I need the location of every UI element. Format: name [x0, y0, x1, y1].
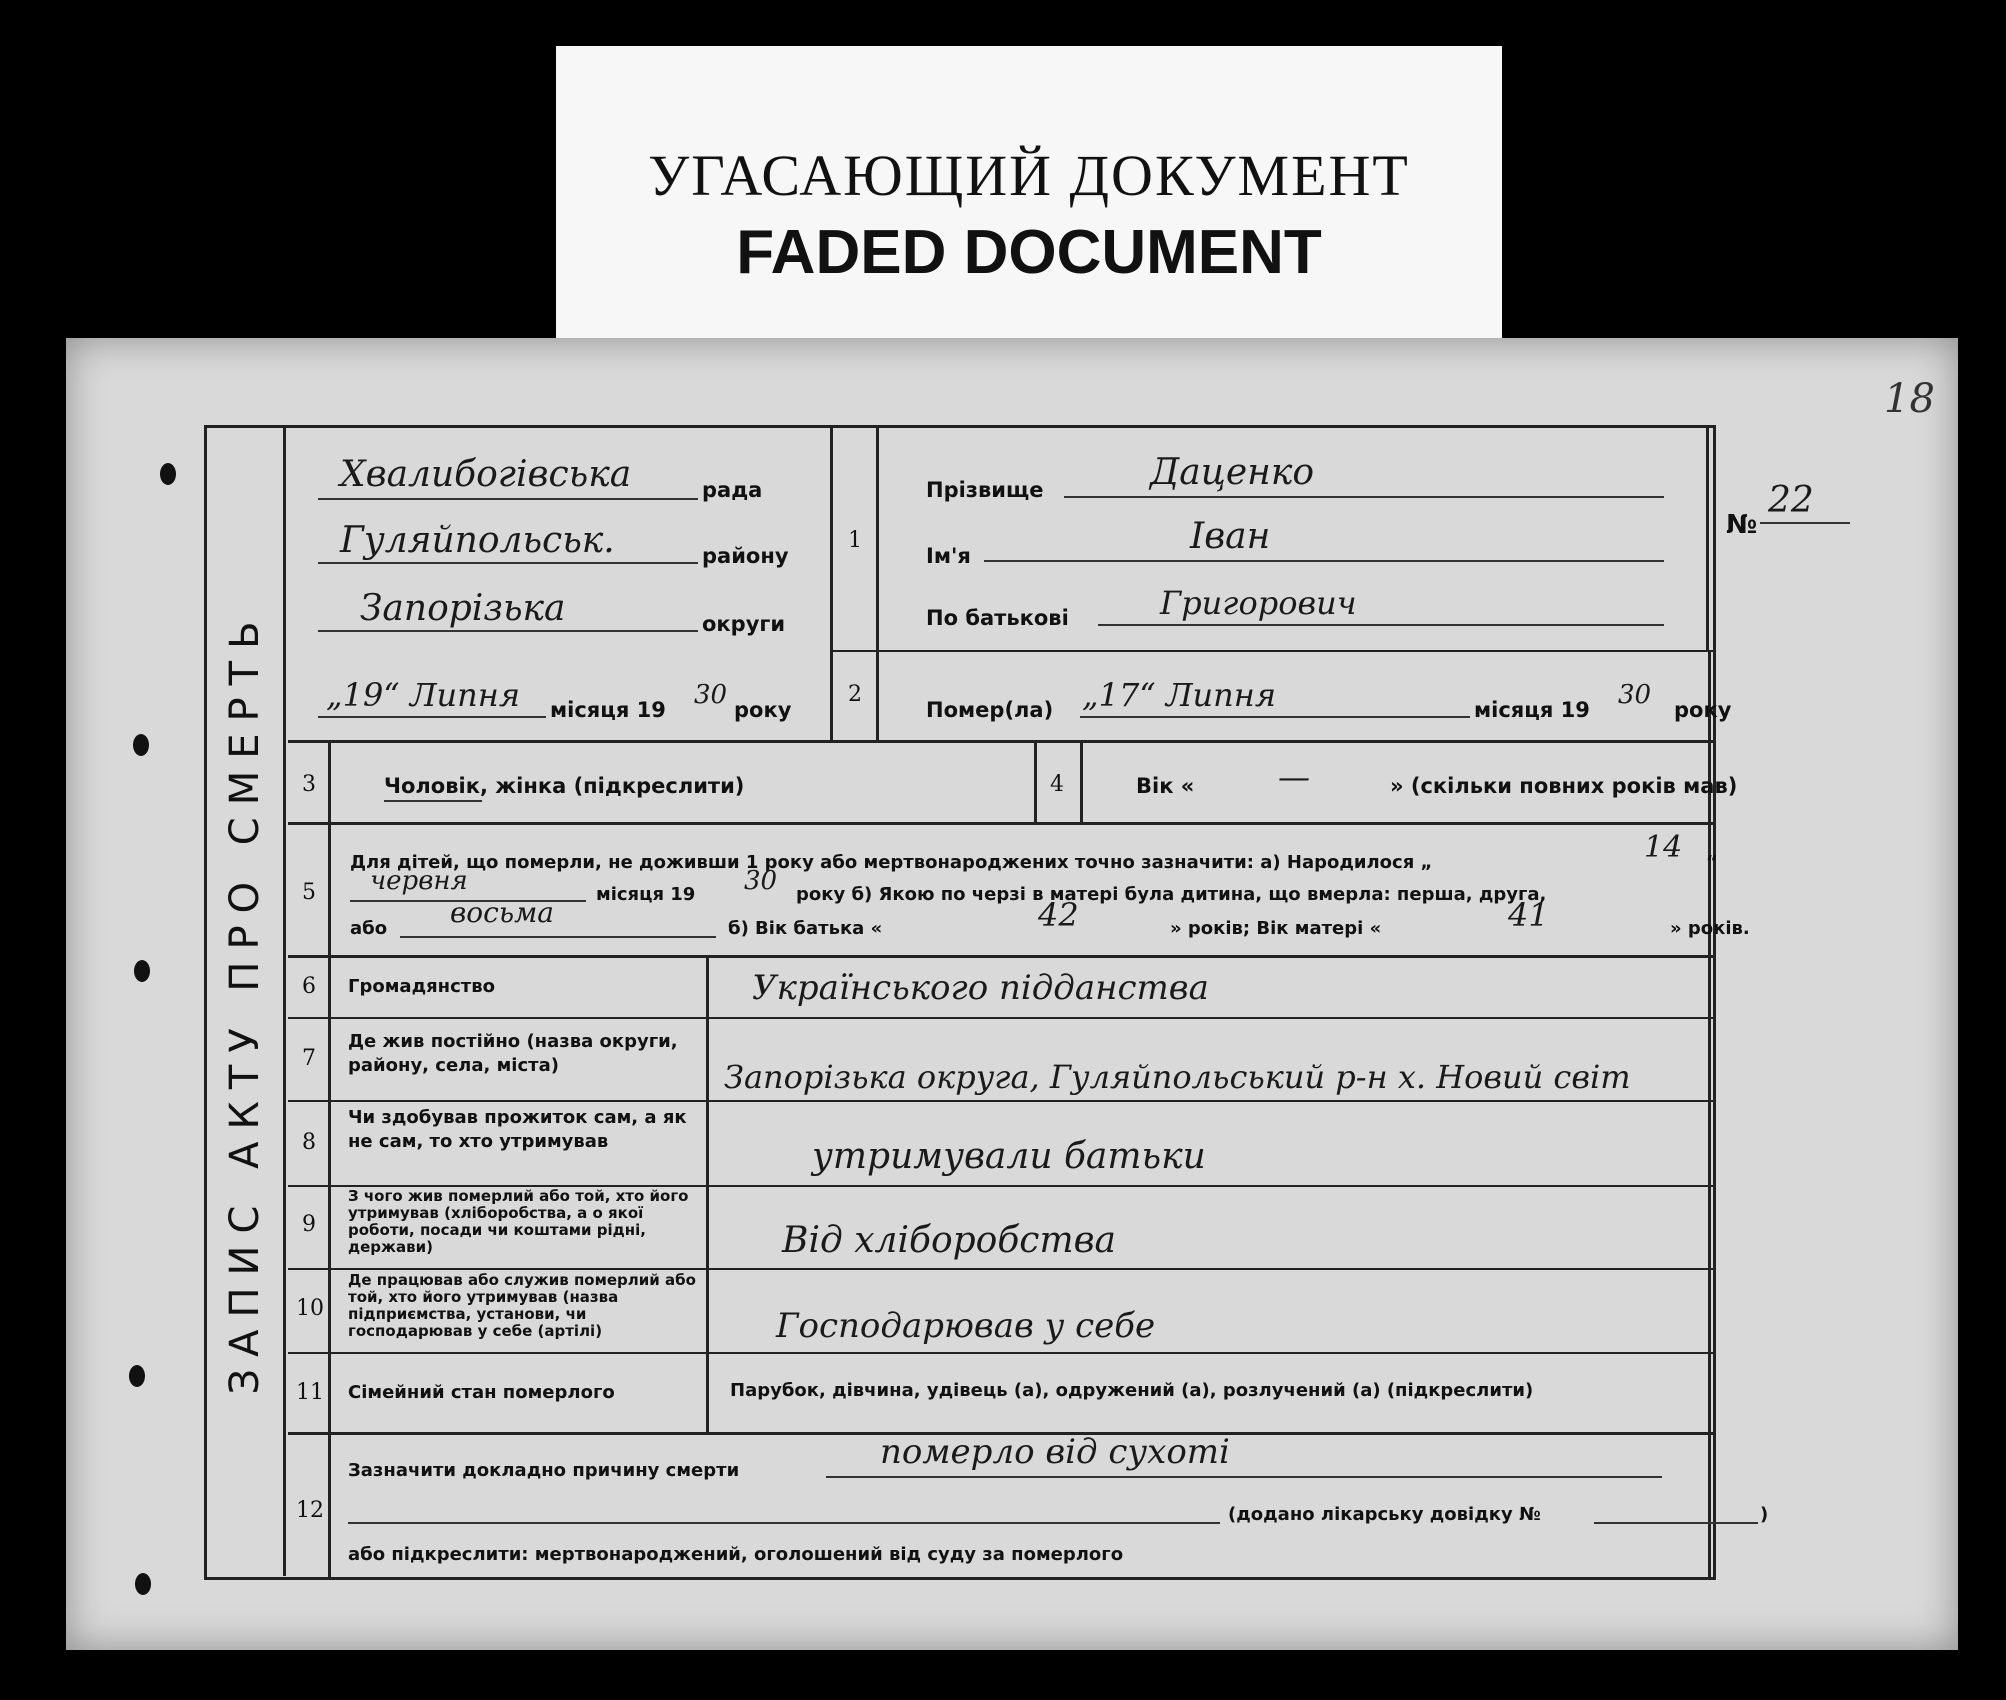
father-age-label: б) Вік батька « — [728, 918, 883, 939]
divider — [288, 1268, 1716, 1270]
record-date-value: „19“ Липня — [326, 676, 521, 714]
surname-value: Даценко — [1150, 452, 1315, 493]
row-number: 2 — [848, 682, 862, 707]
residence-value: Запорізька округа, Гуляйпольський р-н х. Новий світ — [724, 1058, 1631, 1096]
page-number: 18 — [1884, 376, 1935, 422]
certificate-label: (додано лікарську довідку № — [1228, 1504, 1541, 1525]
rada-value: Хвалибогівська — [340, 454, 632, 495]
underline — [1594, 1522, 1758, 1524]
underline — [400, 936, 716, 938]
sex-underline-marking — [384, 800, 482, 802]
row-number: 10 — [296, 1296, 324, 1321]
died-label: Помер(ла) — [926, 698, 1054, 722]
underline — [984, 560, 1664, 562]
punch-hole — [134, 960, 150, 982]
name-value: Іван — [1190, 516, 1271, 557]
mother-age-value: 41 — [1508, 896, 1549, 934]
row-number: 5 — [302, 880, 316, 905]
underline — [348, 1522, 1220, 1524]
underline — [1064, 496, 1664, 498]
workplace-label: Де працював або служив померлий або той, хто його утримував (назва підприємства, установи, чи господарював у себе (артілі) — [348, 1271, 696, 1340]
born-month-value: червня — [370, 866, 468, 896]
name-label: Ім'я — [926, 544, 971, 568]
punch-hole — [133, 734, 149, 756]
underline — [826, 1476, 1662, 1478]
sex-label: Чоловік, жінка (підкреслити) — [384, 774, 745, 798]
record-number-label: № — [1726, 510, 1758, 540]
workplace-value: Господарював у себе — [776, 1306, 1156, 1346]
row-number: 9 — [302, 1212, 316, 1237]
livelihood-value: утримували батьки — [812, 1136, 1206, 1177]
okruh-label: округи — [702, 612, 786, 636]
stillborn-footer: або підкреслити: мертвонароджений, оголошений від суду за померлого — [348, 1544, 1124, 1565]
infant-or-label: або — [350, 918, 388, 939]
rada-label: рада — [702, 478, 763, 502]
infant-line-2: року б) Якою по черзі в матері була дитина, що вмерла: перша, друга, — [796, 884, 1547, 905]
punch-hole — [135, 1573, 151, 1595]
age-value: — — [1278, 758, 1310, 796]
raion-label: району — [702, 544, 789, 568]
side-title: ЗАПИС АКТУ ПРО СМЕРТЬ — [221, 609, 268, 1395]
divider — [830, 428, 833, 742]
born-year-value: 30 — [744, 866, 778, 896]
underline — [1760, 522, 1850, 524]
underline — [1098, 624, 1664, 626]
row-number: 8 — [302, 1130, 316, 1155]
row-number: 1 — [848, 528, 862, 553]
divider — [288, 822, 1716, 825]
divider — [288, 955, 1716, 958]
notice-english: FADED DOCUMENT — [736, 218, 1322, 287]
age-label: Вік « — [1136, 774, 1195, 798]
divider — [288, 1352, 1716, 1354]
okruh-value: Запорізька — [360, 588, 566, 629]
divider — [1706, 428, 1709, 650]
livelihood-label: Чи здобував прожиток сам, а як не сам, то хто утримував — [348, 1107, 687, 1152]
infant-line-1: Для дітей, що померли, не доживши 1 року або мертвонароджених точно зазначити: а) Народилося „ — [350, 852, 1433, 873]
residence-label: Де жив постійно (назва округи, району, села, міста) — [348, 1031, 678, 1076]
certificate-close: ) — [1760, 1504, 1769, 1525]
cause-label: Зазначити докладно причину смерти — [348, 1460, 740, 1481]
raion-value: Гуляйпольськ. — [340, 520, 615, 561]
patronymic-label: По батькові — [926, 606, 1069, 630]
mother-age-label: » років; Вік матері « — [1170, 918, 1382, 939]
record-year-value: 30 — [694, 680, 728, 710]
divider — [876, 428, 879, 742]
divider — [288, 1017, 1716, 1019]
birth-order-value: восьма — [450, 896, 554, 929]
row-number: 3 — [302, 772, 316, 797]
divider — [706, 955, 709, 1432]
row-number: 12 — [296, 1498, 324, 1523]
record-date-suffix: року — [734, 698, 792, 722]
divider — [1034, 740, 1037, 822]
underline — [318, 630, 698, 632]
divider — [288, 1100, 1716, 1102]
underline — [318, 498, 698, 500]
side-title-column — [206, 428, 286, 1576]
death-month-label: місяця 19 — [1474, 698, 1590, 722]
divider — [1080, 740, 1083, 822]
years-label: » років. — [1670, 918, 1750, 939]
row-number: 4 — [1050, 772, 1064, 797]
marital-status-options: Парубок, дівчина, удівець (а), одружений (а), розлучений (а) (підкреслити) — [730, 1380, 1534, 1401]
notice-russian: УГАСАЮЩИЙ ДОКУМЕНТ — [648, 143, 1410, 208]
citizenship-label: Громадянство — [348, 976, 495, 997]
row-number: 11 — [296, 1380, 324, 1405]
punch-hole — [129, 1365, 145, 1387]
underline — [318, 716, 546, 718]
divider — [830, 650, 1716, 652]
record-date-label: місяця 19 — [550, 698, 666, 722]
born-day-value: 14 — [1644, 830, 1683, 865]
quote-close: “ — [1706, 852, 1718, 873]
income-source-label: З чого жив померлий або той, хто його утримував (хліборобства, а о якої роботи, посади чи коштами рідні, держави) — [348, 1187, 689, 1256]
record-number-value: 22 — [1768, 480, 1814, 521]
marital-status-label: Сімейний стан померлого — [348, 1382, 615, 1403]
divider — [328, 740, 331, 1580]
death-year-value: 30 — [1618, 680, 1652, 710]
cause-value: померло від сухоті — [880, 1432, 1230, 1472]
father-age-value: 42 — [1038, 896, 1079, 934]
death-date-value: „17“ Липня — [1082, 676, 1277, 714]
death-year-suffix: року — [1674, 698, 1732, 722]
income-source-value: Від хліборобства — [782, 1220, 1117, 1261]
age-suffix: » (скільки повних років мав) — [1390, 774, 1738, 798]
row-number: 7 — [302, 1046, 316, 1071]
infant-month-label: місяця 19 — [596, 884, 696, 905]
surname-label: Прізвище — [926, 478, 1044, 502]
underline — [1080, 716, 1470, 718]
underline — [318, 562, 698, 564]
faded-document-notice — [556, 46, 1502, 356]
punch-hole — [160, 463, 176, 485]
citizenship-value: Українського підданства — [752, 968, 1209, 1008]
divider — [288, 740, 1716, 743]
row-number: 6 — [302, 974, 316, 999]
patronymic-value: Григорович — [1160, 584, 1357, 622]
